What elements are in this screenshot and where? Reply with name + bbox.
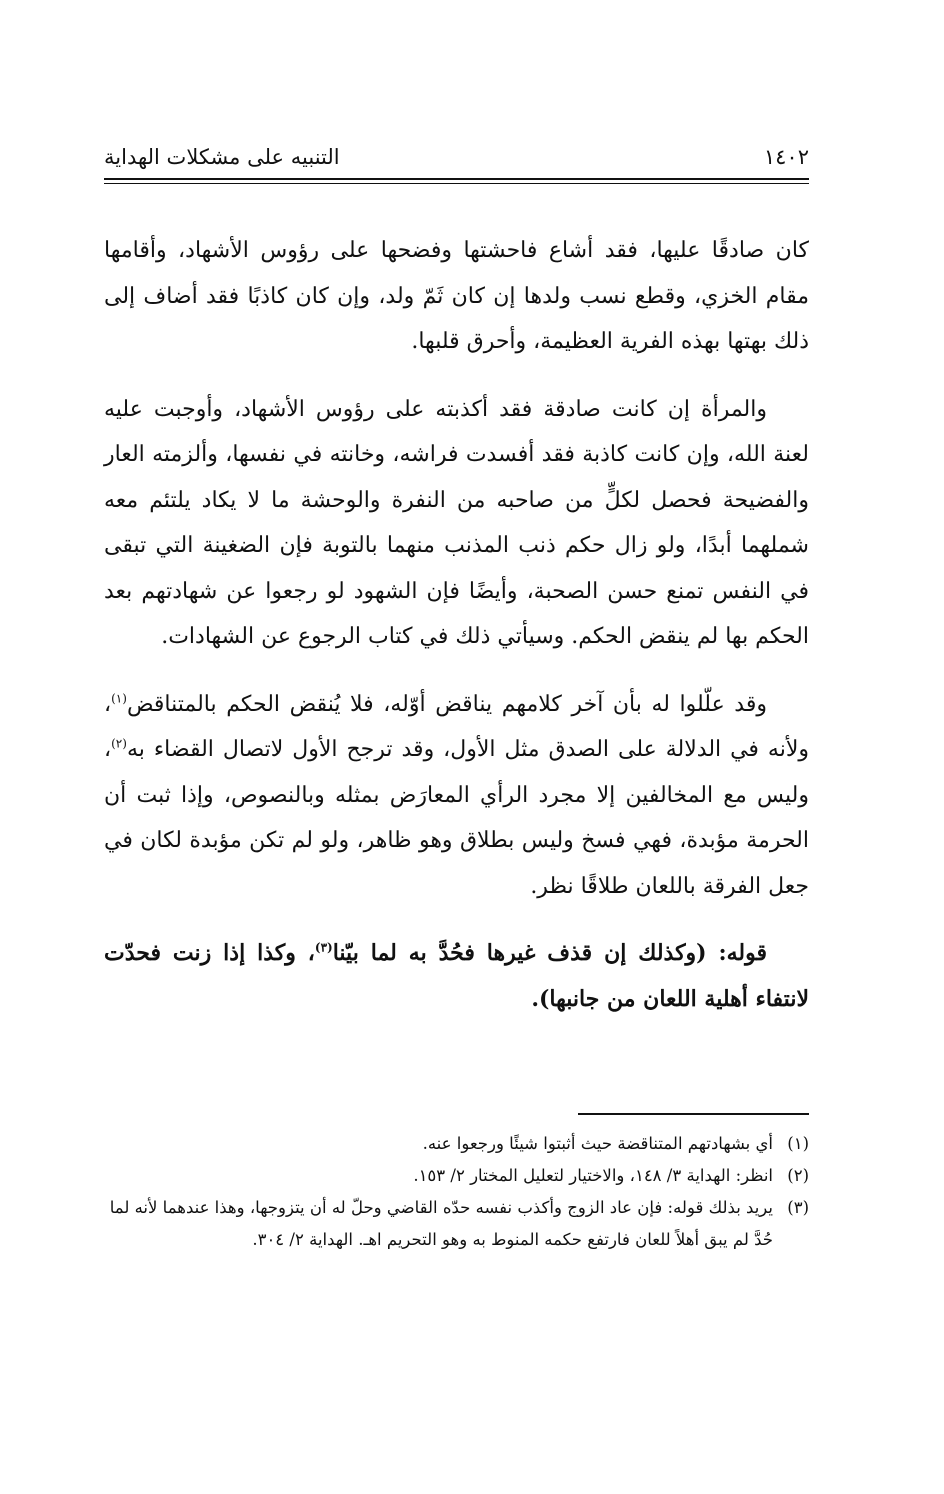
footnote-separator bbox=[578, 1113, 809, 1115]
book-title: التنبيه على مشكلات الهداية bbox=[104, 145, 340, 169]
paragraph-3 bbox=[104, 682, 809, 910]
footnote-text: يريد بذلك قوله: فإن عاد الزوج وأكذب نفسه حدّه القاضي وحلّ له أن يتزوجها، وهذا عندهما لأنه لما حُدَّ لم يبق أهلاً للعان فارتفع حكمه المنوط به وهو التحريم اهـ. الهداية ٢/ ٣٠٤. bbox=[109, 1198, 773, 1249]
footnote-1 bbox=[104, 1128, 809, 1160]
footnote-3 bbox=[104, 1192, 809, 1256]
page-number: ١٤٠٢ bbox=[763, 145, 809, 169]
paragraph-4-quote bbox=[104, 931, 809, 1022]
paragraph-4-text-a: قوله: (وكذلك إن قذف غيرها فحُدَّ به لما بيّنا bbox=[332, 940, 768, 966]
paragraph-2: والمرأة إن كانت صادقة فقد أكذبته على رؤوس الأشهاد، وأوجبت عليه لعنة الله، وإن كانت كاذبة فقد أفسدت فراشه، وخانته في نفسها، وألزمته العار والفضيحة فحصل لكلٍّ من صاحبه من النفرة والوحشة ما لا يكاد يلتئم معه شملهما أبدًا، ولو زال حكم ذنب المذنب منهما بالتوبة فإن الضغينة التي تبقى في النفس تمنع حسن الصحبة، وأيضًا فإن الشهود لو رجعوا عن شهادتهم بعد الحكم بها لم ينقض الحكم. وسيأتي ذلك في كتاب الرجوع عن الشهادات. bbox=[104, 396, 809, 649]
footnote-ref-3[interactable]: (٣) bbox=[314, 940, 333, 955]
paragraph-4-text-b: ، وكذا إذا زنت فحدّت لانتفاء أهلية اللعان من جانبها). bbox=[104, 940, 809, 1012]
main-text bbox=[104, 228, 809, 1044]
footnote-text: أي بشهادتهم المتناقضة حيث أثبتوا شيئًا ورجعوا عنه. bbox=[422, 1134, 773, 1153]
footnote-number: (١) bbox=[787, 1134, 809, 1153]
footnotes bbox=[104, 1128, 809, 1256]
paragraph-3-text-b: ، ولأنه في الدلالة على الصدق مثل الأول، وقد ترجح الأول لاتصال القضاء به bbox=[104, 691, 809, 762]
paragraph-3-text-a: وقد علّلوا له بأن آخر كلامهم يناقض أوّله، فلا يُنقض الحكم بالمتناقض bbox=[126, 691, 767, 717]
footnote-number: (٢) bbox=[787, 1166, 809, 1185]
header-rule-thin bbox=[104, 183, 809, 184]
header-rule-thick bbox=[104, 178, 809, 180]
footnote-ref-2[interactable]: (٢) bbox=[111, 736, 127, 751]
footnote-2 bbox=[104, 1160, 809, 1192]
paragraph-3-text-c: ، وليس مع المخالفين إلا مجرد الرأي المعارَض بمثله وبالنصوص، وإذا ثبت أن الحرمة مؤبدة، فهي فسخ وليس بطلاق وهو ظاهر، ولو لم تكن مؤبدة لكان في جعل الفرقة باللعان طلاقًا نظر. bbox=[104, 737, 809, 899]
footnote-text: انظر: الهداية ٣/ ١٤٨، والاختيار لتعليل المختار ٢/ ١٥٣. bbox=[413, 1166, 773, 1185]
paragraph-1: كان صادقًا عليها، فقد أشاع فاحشتها وفضحها على رؤوس الأشهاد، وأقامها مقام الخزي، وقطع نسب ولدها إن كان ثَمّ ولد، وإن كان كاذبًا فقد أضاف إلى ذلك بهتها بهذه الفرية العظيمة، وأحرق قلبها. bbox=[104, 238, 809, 354]
running-header bbox=[104, 140, 809, 174]
footnote-ref-1[interactable]: (١) bbox=[111, 691, 127, 706]
footnote-number: (٣) bbox=[787, 1198, 809, 1217]
